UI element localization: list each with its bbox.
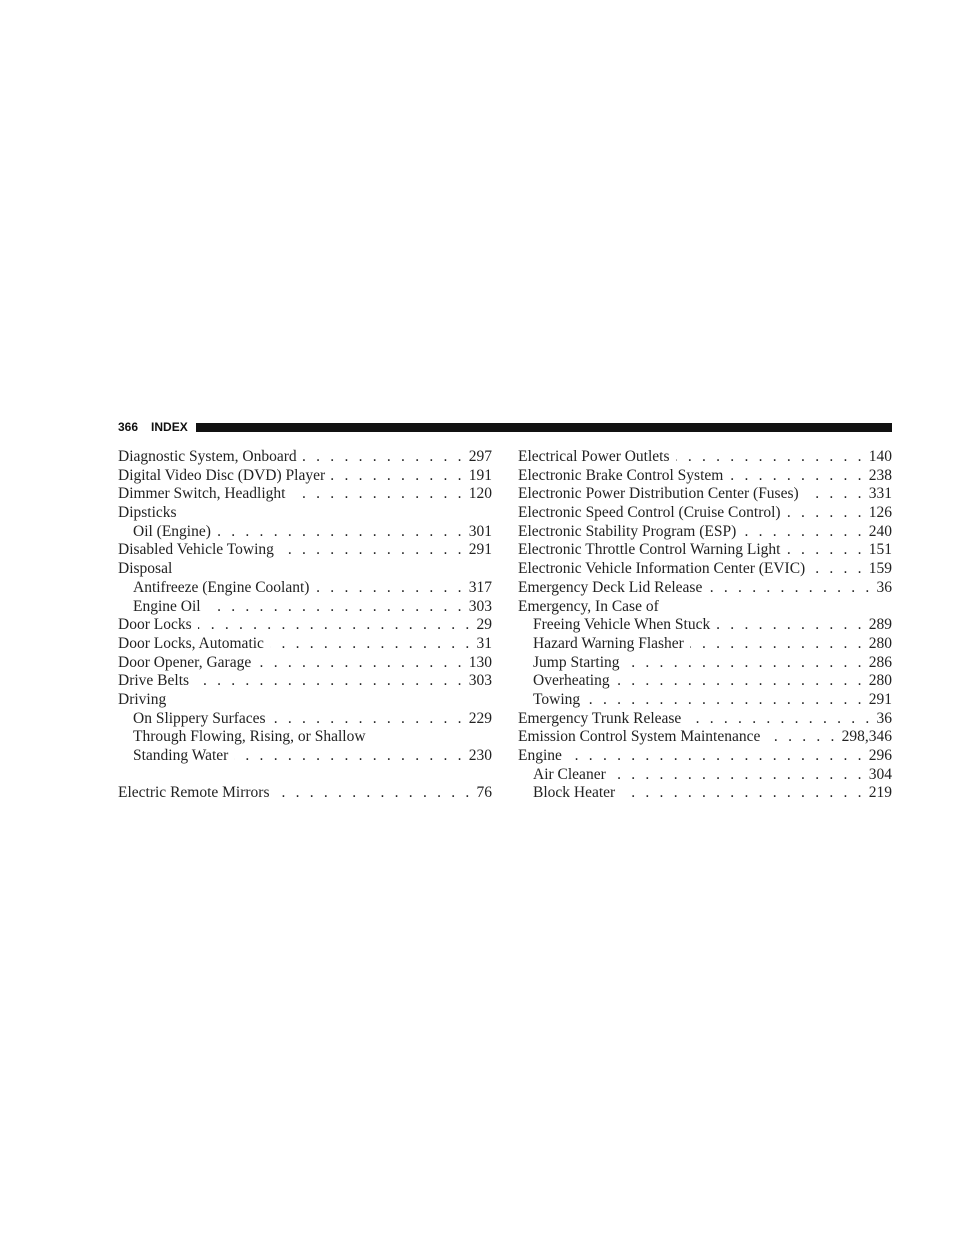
entry-label: Air Cleaner [533, 765, 606, 783]
entry-label: Emergency, In Case of [518, 597, 659, 615]
entry-page-number: 130 [468, 653, 492, 671]
index-entry [118, 672, 492, 691]
entry-label: Electronic Vehicle Information Center (EVIC) [518, 560, 806, 578]
dot-leader [626, 654, 865, 673]
index-subentry [518, 672, 892, 691]
entry-page-number: 238 [868, 466, 892, 484]
entry-page-number: 280 [868, 672, 892, 690]
index-subentry [118, 728, 492, 747]
entry-page-number: 140 [868, 448, 892, 465]
dot-leader [616, 672, 865, 691]
dot-leader [291, 485, 464, 504]
entry-page-number: 29 [476, 616, 492, 634]
section-title: INDEX [151, 420, 188, 434]
index-subentry [518, 766, 892, 785]
index-entry [118, 635, 492, 654]
page-number: 366 [118, 420, 139, 434]
dot-leader [280, 541, 465, 560]
entry-label: Electronic Throttle Control Warning Light [518, 541, 781, 559]
dot-leader [787, 541, 865, 560]
entry-label: Engine [518, 747, 562, 764]
index-entry [118, 691, 492, 710]
dot-leader [276, 784, 473, 803]
entry-label: Engine Oil [133, 597, 201, 615]
entry-label: Overheating [533, 672, 610, 690]
index-entry [518, 579, 892, 598]
entry-label: Door Locks [118, 616, 192, 634]
entry-page-number: 36 [876, 578, 892, 596]
index-entry [118, 448, 492, 467]
entry-page-number: 159 [868, 560, 892, 578]
dot-leader [303, 448, 465, 467]
entry-label: Electric Remote Mirrors [118, 784, 270, 802]
entry-page-number: 229 [468, 709, 492, 727]
dot-leader [234, 747, 464, 766]
entry-page-number: 36 [876, 709, 892, 727]
entry-label: Door Opener, Garage [118, 653, 252, 671]
index-entry [518, 448, 892, 467]
index-entry [518, 541, 892, 560]
entry-page-number: 76 [476, 784, 492, 802]
entry-page-number: 286 [868, 653, 892, 671]
entry-page-number: 301 [468, 522, 492, 540]
dot-leader [621, 784, 865, 803]
dot-leader [805, 485, 865, 504]
dot-leader [716, 616, 865, 635]
index-column-left [118, 448, 492, 803]
index-entry [118, 467, 492, 486]
dot-leader [257, 654, 465, 673]
entry-label: Freeing Vehicle When Stuck [533, 616, 711, 634]
entry-label: Hazard Warning Flasher [533, 634, 684, 652]
entry-label: Electronic Brake Control System [518, 466, 724, 484]
entry-label: Disabled Vehicle Towing [118, 541, 274, 559]
entry-label: Emission Control System Maintenance [518, 728, 761, 746]
index-entry [118, 504, 492, 523]
index-entry [118, 541, 492, 560]
dot-leader [586, 691, 865, 710]
entry-page-number: 331 [868, 485, 892, 503]
index-subentry [518, 691, 892, 710]
index-entry [118, 560, 492, 579]
dot-leader [270, 635, 473, 654]
index-entry [118, 784, 492, 803]
entry-page-number: 303 [468, 672, 492, 690]
index-entry [118, 485, 492, 504]
entry-page-number: 296 [868, 747, 892, 764]
index-subentry [518, 654, 892, 673]
index-subentry [118, 747, 492, 766]
dot-leader [198, 616, 473, 635]
index-entry [518, 467, 892, 486]
index-entry [118, 654, 492, 673]
dot-leader [568, 747, 865, 766]
entry-label: Block Heater [533, 784, 616, 802]
index-subentry [118, 710, 492, 729]
entry-page-number: 303 [468, 597, 492, 615]
entry-label: Oil (Engine) [133, 522, 211, 540]
entry-label: Towing [533, 690, 581, 708]
entry-page-number: 240 [868, 522, 892, 540]
entry-label: Diagnostic System, Onboard [118, 448, 297, 465]
entry-page-number: 230 [468, 747, 492, 764]
dot-leader [811, 560, 865, 579]
entry-label: Dimmer Switch, Headlight [118, 485, 286, 503]
entry-label: Standing Water [133, 747, 229, 764]
index-spacer [118, 766, 492, 785]
entry-label: Antifreeze (Engine Coolant) [133, 578, 310, 596]
entry-label: Drive Belts [118, 672, 190, 690]
entry-page-number: 297 [468, 448, 492, 465]
dot-leader [217, 523, 465, 542]
entry-label: Electronic Speed Control (Cruise Control) [518, 504, 781, 522]
dot-leader [690, 635, 865, 654]
entry-label: Electronic Power Distribution Center (Fuses) [518, 485, 799, 503]
index-column-right [518, 448, 892, 803]
entry-page-number: 120 [468, 485, 492, 503]
dot-leader [315, 579, 464, 598]
index-entry [518, 560, 892, 579]
dot-leader [331, 467, 465, 486]
entry-label: Emergency Trunk Release [518, 709, 682, 727]
index-entry [518, 504, 892, 523]
index-subentry [118, 598, 492, 617]
entry-label: Driving [118, 690, 167, 708]
index-subentry [518, 616, 892, 635]
dot-leader [708, 579, 872, 598]
running-header [118, 419, 892, 435]
entry-page-number: 31 [476, 634, 492, 652]
index-subentry [518, 635, 892, 654]
index-entry [518, 598, 892, 617]
entry-label: On Slippery Surfaces [133, 709, 266, 727]
index-entry [518, 747, 892, 766]
dot-leader [729, 467, 864, 486]
index-entry [118, 616, 492, 635]
entry-label: Disposal [118, 560, 173, 578]
entry-page-number: 280 [868, 634, 892, 652]
index-entry [518, 710, 892, 729]
entry-page-number: 291 [468, 541, 492, 559]
entry-label: Electrical Power Outlets [518, 448, 670, 465]
entry-label: Door Locks, Automatic [118, 634, 264, 652]
header-rule [196, 423, 892, 432]
index-subentry [118, 579, 492, 598]
entry-page-number: 304 [868, 765, 892, 783]
dot-leader [195, 672, 465, 691]
index-entry [518, 728, 892, 747]
entry-page-number: 219 [868, 784, 892, 802]
dot-leader [272, 710, 465, 729]
dot-leader [742, 523, 864, 542]
entry-label: Emergency Deck Lid Release [518, 578, 703, 596]
dot-leader [676, 448, 865, 467]
index-entry [518, 523, 892, 542]
index-entry [518, 485, 892, 504]
dot-leader [766, 728, 837, 747]
entry-page-number: 291 [868, 690, 892, 708]
entry-page-number: 298,346 [841, 728, 892, 746]
entry-label: Electronic Stability Program (ESP) [518, 522, 737, 540]
entry-page-number: 126 [868, 504, 892, 522]
entry-page-number: 289 [868, 616, 892, 634]
dot-leader [207, 598, 465, 617]
dot-leader [787, 504, 865, 523]
entry-label: Through Flowing, Rising, or Shallow [133, 728, 366, 746]
entry-page-number: 191 [468, 466, 492, 484]
entry-page-number: 317 [468, 578, 492, 596]
entry-label: Digital Video Disc (DVD) Player [118, 466, 326, 484]
index-subentry [518, 784, 892, 803]
dot-leader [612, 766, 865, 785]
index-subentry [118, 523, 492, 542]
entry-label: Jump Starting [533, 653, 620, 671]
entry-page-number: 151 [868, 541, 892, 559]
dot-leader [687, 710, 872, 729]
entry-label: Dipsticks [118, 504, 177, 522]
